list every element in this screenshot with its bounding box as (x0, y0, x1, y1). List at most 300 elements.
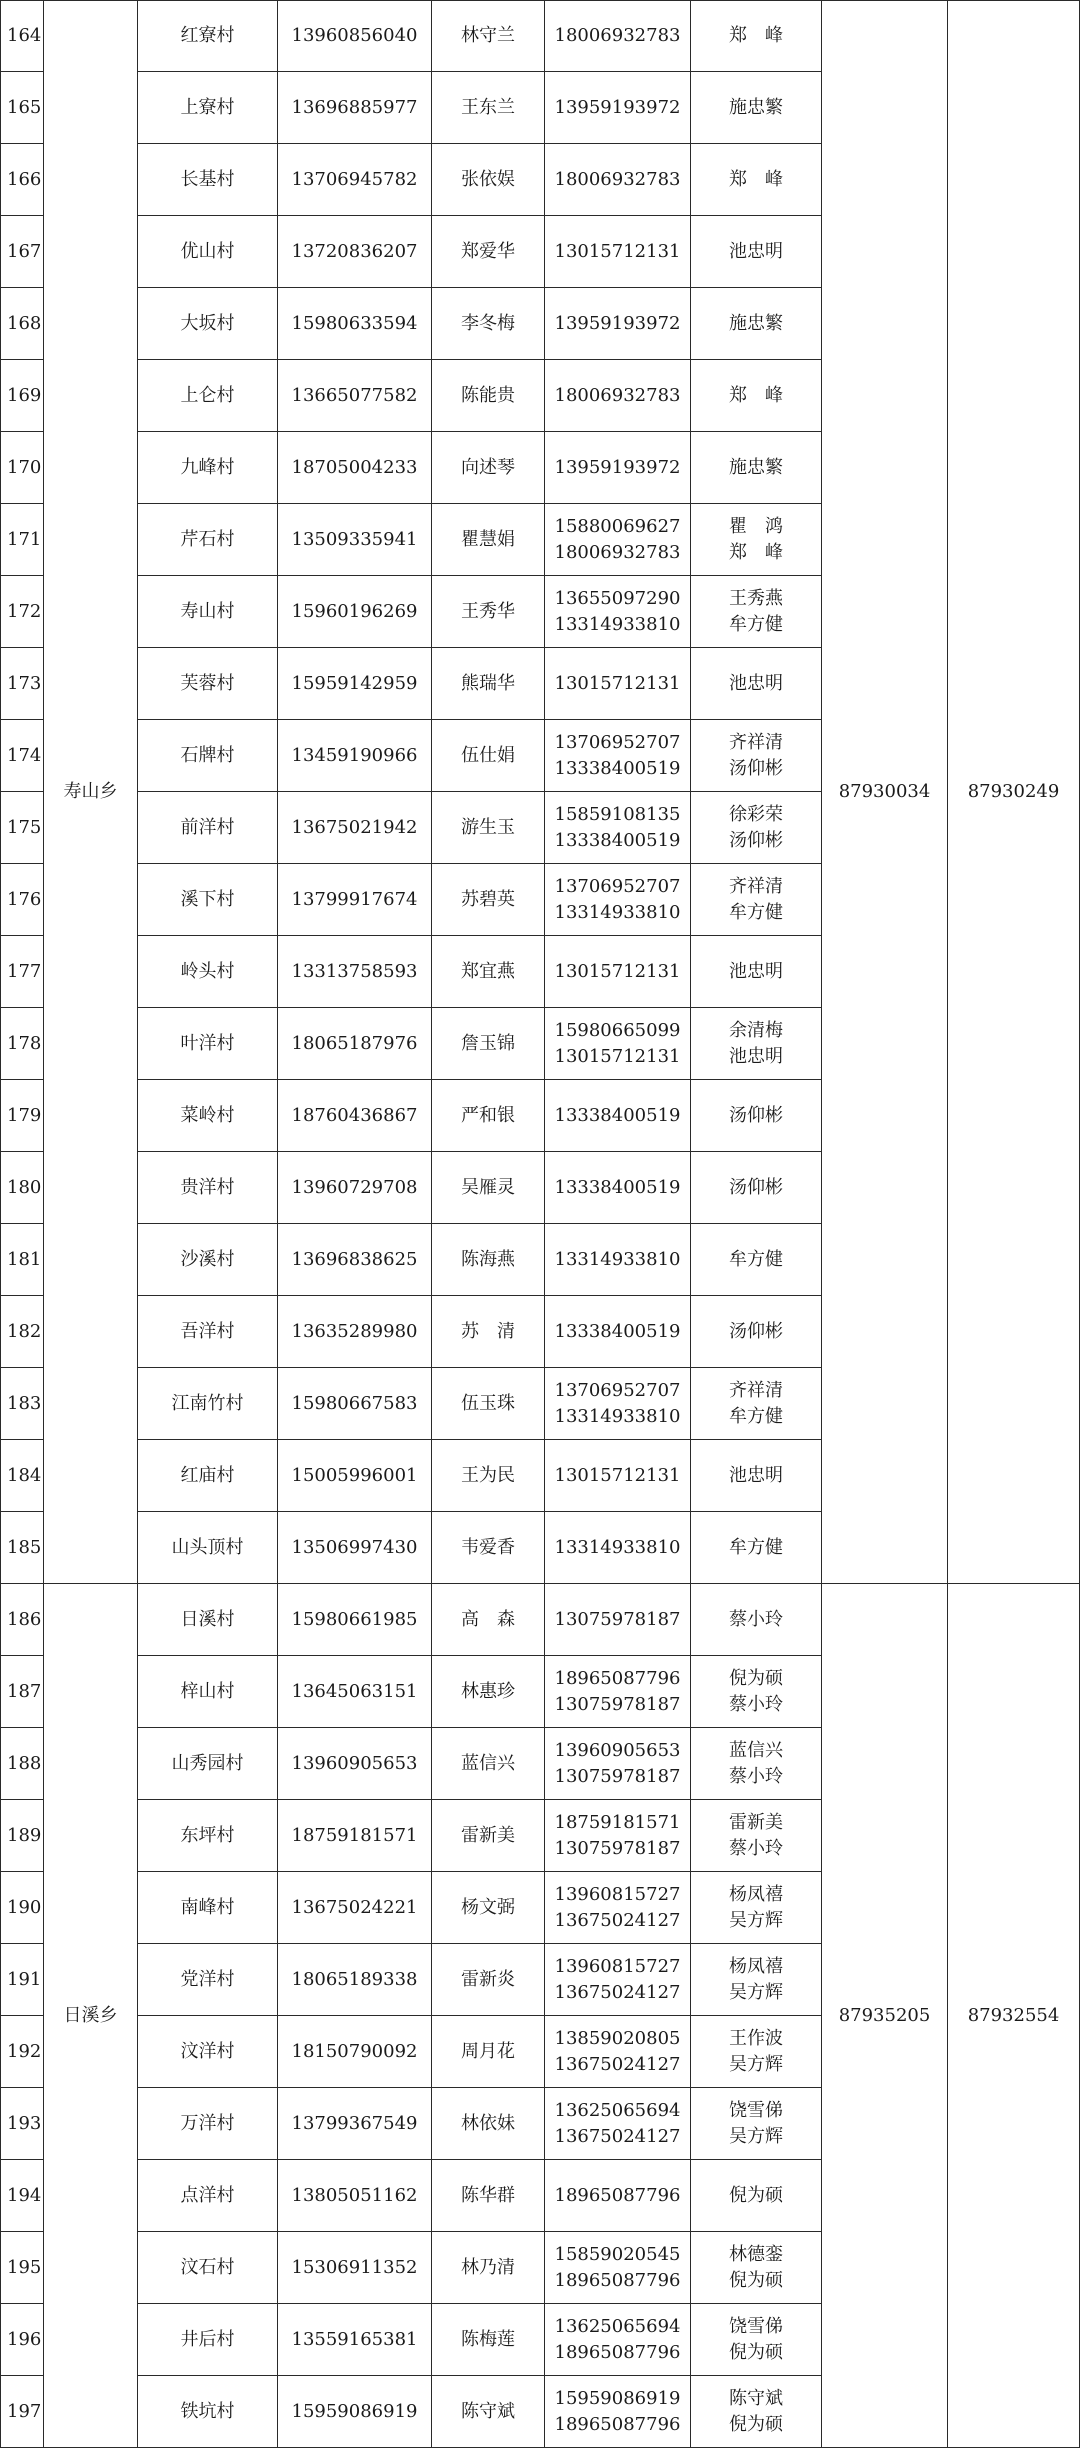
contact-name: 游生玉 (432, 792, 545, 864)
liaison-names (691, 1944, 822, 2016)
village-phone: 13960905653 (278, 1728, 432, 1800)
liaison-phones (545, 864, 691, 936)
village-name: 党洋村 (138, 1944, 278, 2016)
liaison-phone: 15959086919 (554, 2387, 681, 2409)
liaison-name: 倪为硕 (729, 2341, 783, 2363)
village-name: 井后村 (138, 2304, 278, 2376)
contact-name: 陈梅莲 (432, 2304, 545, 2376)
village-name: 山秀园村 (138, 1728, 278, 1800)
village-name: 汶洋村 (138, 2016, 278, 2088)
row-number: 164 (1, 1, 44, 72)
liaison-names (691, 2016, 822, 2088)
liaison-phone: 13314933810 (554, 1405, 681, 1427)
liaison-name: 蔡小玲 (729, 1837, 783, 1859)
liaison-names (691, 2160, 822, 2232)
contact-name: 苏碧英 (432, 864, 545, 936)
liaison-name: 郑 峰 (729, 384, 783, 406)
liaison-phones (545, 792, 691, 864)
liaison-phone: 13706952707 (554, 731, 681, 753)
township-phone-a: 87930034 (822, 1, 948, 1584)
village-name: 铁坑村 (138, 2376, 278, 2448)
village-name: 沙溪村 (138, 1224, 278, 1296)
liaison-phone: 13015712131 (554, 1045, 681, 1067)
contact-name: 严和银 (432, 1080, 545, 1152)
liaison-phones (545, 1080, 691, 1152)
liaison-phones (545, 648, 691, 720)
liaison-names (691, 1008, 822, 1080)
liaison-phone: 18965087796 (554, 1667, 681, 1689)
liaison-name: 余清梅 (729, 1019, 783, 1041)
contact-name: 林守兰 (432, 1, 545, 72)
village-phone: 13720836207 (278, 216, 432, 288)
row-number: 183 (1, 1368, 44, 1440)
contact-name: 向述琴 (432, 432, 545, 504)
liaison-phones (545, 1, 691, 72)
village-name: 上仑村 (138, 360, 278, 432)
row-number: 193 (1, 2088, 44, 2160)
table-row (1, 1, 1080, 72)
village-name: 优山村 (138, 216, 278, 288)
liaison-name: 牟方健 (729, 1248, 783, 1270)
liaison-phones (545, 144, 691, 216)
liaison-names (691, 576, 822, 648)
liaison-name: 池忠明 (729, 960, 783, 982)
row-number: 176 (1, 864, 44, 936)
liaison-names (691, 936, 822, 1008)
village-name: 岭头村 (138, 936, 278, 1008)
contact-name: 陈能贵 (432, 360, 545, 432)
liaison-name: 汤仰彬 (729, 1104, 783, 1126)
village-phone: 13645063151 (278, 1656, 432, 1728)
village-phone: 15959086919 (278, 2376, 432, 2448)
liaison-names (691, 1656, 822, 1728)
liaison-name: 倪为硕 (729, 2413, 783, 2435)
contact-name: 雷新炎 (432, 1944, 545, 2016)
liaison-phone: 15859108135 (554, 803, 681, 825)
row-number: 167 (1, 216, 44, 288)
liaison-name: 汤仰彬 (729, 1176, 783, 1198)
liaison-names (691, 1728, 822, 1800)
liaison-name: 饶雪俤 (729, 2315, 783, 2337)
liaison-phone: 13675024127 (554, 2125, 681, 2147)
liaison-phone: 13960815727 (554, 1955, 681, 1977)
liaison-name: 牟方健 (729, 613, 783, 635)
liaison-name: 林德銮 (729, 2243, 783, 2265)
liaison-names (691, 1080, 822, 1152)
liaison-names (691, 288, 822, 360)
liaison-phones (545, 216, 691, 288)
liaison-names (691, 1440, 822, 1512)
contact-name: 高 森 (432, 1584, 545, 1656)
village-phone: 13799917674 (278, 864, 432, 936)
village-name: 寿山村 (138, 576, 278, 648)
contact-name: 李冬梅 (432, 288, 545, 360)
liaison-name: 雷新美 (729, 1811, 783, 1833)
liaison-phones (545, 1728, 691, 1800)
liaison-name: 施忠繁 (729, 456, 783, 478)
row-number: 186 (1, 1584, 44, 1656)
liaison-name: 吴方辉 (729, 2125, 783, 2147)
village-name: 九峰村 (138, 432, 278, 504)
liaison-phone: 13959193972 (554, 312, 681, 334)
contact-name: 吴雁灵 (432, 1152, 545, 1224)
liaison-name: 吴方辉 (729, 1909, 783, 1931)
liaison-phone: 13959193972 (554, 96, 681, 118)
liaison-phone: 18965087796 (554, 2269, 681, 2291)
contact-name: 雷新美 (432, 1800, 545, 1872)
liaison-phone: 13015712131 (554, 960, 681, 982)
row-number: 196 (1, 2304, 44, 2376)
liaison-name: 饶雪俤 (729, 2099, 783, 2121)
contact-name: 杨文弼 (432, 1872, 545, 1944)
liaison-names (691, 1224, 822, 1296)
liaison-phone: 18006932783 (554, 384, 681, 406)
liaison-phone: 13625065694 (554, 2099, 681, 2121)
liaison-names (691, 1800, 822, 1872)
contact-name: 张依娱 (432, 144, 545, 216)
row-number: 188 (1, 1728, 44, 1800)
liaison-phones (545, 1584, 691, 1656)
village-name: 菜岭村 (138, 1080, 278, 1152)
liaison-phone: 13338400519 (554, 757, 681, 779)
village-name: 石牌村 (138, 720, 278, 792)
village-phone: 13696885977 (278, 72, 432, 144)
row-number: 184 (1, 1440, 44, 1512)
liaison-phones (545, 1440, 691, 1512)
row-number: 172 (1, 576, 44, 648)
liaison-phones (545, 1512, 691, 1584)
contact-name: 林乃清 (432, 2232, 545, 2304)
contact-name: 周月花 (432, 2016, 545, 2088)
row-number: 174 (1, 720, 44, 792)
village-name: 芙蓉村 (138, 648, 278, 720)
contact-name: 陈海燕 (432, 1224, 545, 1296)
liaison-phones (545, 576, 691, 648)
village-phone: 13509335941 (278, 504, 432, 576)
liaison-name: 郑 峰 (729, 168, 783, 190)
row-number: 195 (1, 2232, 44, 2304)
row-number: 165 (1, 72, 44, 144)
row-number: 181 (1, 1224, 44, 1296)
township-phone-b: 87932554 (948, 1584, 1080, 2448)
contact-name: 伍玉珠 (432, 1368, 545, 1440)
row-number: 168 (1, 288, 44, 360)
liaison-name: 蔡小玲 (729, 1693, 783, 1715)
village-phone: 15980661985 (278, 1584, 432, 1656)
village-phone: 13706945782 (278, 144, 432, 216)
village-name: 山头顶村 (138, 1512, 278, 1584)
contact-name: 王秀华 (432, 576, 545, 648)
liaison-names (691, 648, 822, 720)
row-number: 191 (1, 1944, 44, 2016)
liaison-names (691, 1152, 822, 1224)
village-phone: 13960729708 (278, 1152, 432, 1224)
contact-name: 詹玉锦 (432, 1008, 545, 1080)
village-name: 前洋村 (138, 792, 278, 864)
village-phone: 13799367549 (278, 2088, 432, 2160)
liaison-name: 杨凤禧 (729, 1955, 783, 1977)
row-number: 177 (1, 936, 44, 1008)
liaison-phone: 13314933810 (554, 1248, 681, 1270)
liaison-phone: 13314933810 (554, 1536, 681, 1558)
liaison-phone: 13015712131 (554, 672, 681, 694)
liaison-name: 倪为硕 (729, 1667, 783, 1689)
liaison-name: 吴方辉 (729, 1981, 783, 2003)
liaison-names (691, 2304, 822, 2376)
liaison-phone: 13859020805 (554, 2027, 681, 2049)
liaison-names (691, 2376, 822, 2448)
contact-name: 瞿慧娟 (432, 504, 545, 576)
liaison-names (691, 792, 822, 864)
liaison-names (691, 2088, 822, 2160)
liaison-phone: 13960815727 (554, 1883, 681, 1905)
village-name: 溪下村 (138, 864, 278, 936)
liaison-names (691, 2232, 822, 2304)
table-row (1, 1584, 1080, 1656)
village-phone: 13559165381 (278, 2304, 432, 2376)
liaison-phone: 15980665099 (554, 1019, 681, 1041)
row-number: 192 (1, 2016, 44, 2088)
liaison-phone: 15880069627 (554, 515, 681, 537)
liaison-phone: 13960905653 (554, 1739, 681, 1761)
village-name: 上寮村 (138, 72, 278, 144)
liaison-phones (545, 1944, 691, 2016)
liaison-name: 施忠繁 (729, 96, 783, 118)
village-phone: 15960196269 (278, 576, 432, 648)
village-phone: 18150790092 (278, 2016, 432, 2088)
liaison-phone: 13625065694 (554, 2315, 681, 2337)
liaison-phones (545, 936, 691, 1008)
contact-name: 郑爱华 (432, 216, 545, 288)
township-name: 日溪乡 (44, 1584, 138, 2448)
row-number: 170 (1, 432, 44, 504)
contact-name: 林惠珍 (432, 1656, 545, 1728)
liaison-phone: 13655097290 (554, 587, 681, 609)
liaison-name: 施忠繁 (729, 312, 783, 334)
village-phone: 15980667583 (278, 1368, 432, 1440)
village-phone: 18760436867 (278, 1080, 432, 1152)
village-name: 日溪村 (138, 1584, 278, 1656)
liaison-phone: 13338400519 (554, 1176, 681, 1198)
liaison-name: 倪为硕 (729, 2269, 783, 2291)
liaison-names (691, 1368, 822, 1440)
liaison-phone: 13015712131 (554, 1464, 681, 1486)
row-number: 182 (1, 1296, 44, 1368)
village-phone: 13675024221 (278, 1872, 432, 1944)
liaison-name: 王秀燕 (729, 587, 783, 609)
table-body (1, 1, 1080, 2448)
liaison-names (691, 144, 822, 216)
liaison-phones (545, 504, 691, 576)
township-phone-b: 87930249 (948, 1, 1080, 1584)
liaison-name: 牟方健 (729, 1405, 783, 1427)
village-name: 叶洋村 (138, 1008, 278, 1080)
liaison-phone: 18006932783 (554, 25, 681, 46)
liaison-phone: 15859020545 (554, 2243, 681, 2265)
row-number: 180 (1, 1152, 44, 1224)
village-name: 梓山村 (138, 1656, 278, 1728)
liaison-name: 王作波 (729, 2027, 783, 2049)
liaison-phones (545, 1656, 691, 1728)
liaison-phones (545, 432, 691, 504)
liaison-phone: 13706952707 (554, 875, 681, 897)
liaison-phone: 13075978187 (554, 1837, 681, 1859)
contact-name: 熊瑞华 (432, 648, 545, 720)
row-number: 189 (1, 1800, 44, 1872)
contact-name: 王东兰 (432, 72, 545, 144)
village-name: 长基村 (138, 144, 278, 216)
liaison-name: 杨凤禧 (729, 1883, 783, 1905)
liaison-phones (545, 2232, 691, 2304)
liaison-phone: 18965087796 (554, 2341, 681, 2363)
liaison-phones (545, 2304, 691, 2376)
village-phone: 15959142959 (278, 648, 432, 720)
liaison-phones (545, 1368, 691, 1440)
liaison-name: 齐祥清 (729, 875, 783, 897)
liaison-phones (545, 2376, 691, 2448)
village-phone: 18065189338 (278, 1944, 432, 2016)
contact-name: 林依妹 (432, 2088, 545, 2160)
row-number: 194 (1, 2160, 44, 2232)
row-number: 178 (1, 1008, 44, 1080)
liaison-name: 汤仰彬 (729, 1320, 783, 1342)
contact-name: 蓝信兴 (432, 1728, 545, 1800)
township-phone-a: 87935205 (822, 1584, 948, 2448)
row-number: 169 (1, 360, 44, 432)
liaison-name: 池忠明 (729, 1464, 783, 1486)
liaison-phone: 13338400519 (554, 1320, 681, 1342)
village-name: 吾洋村 (138, 1296, 278, 1368)
contact-name: 陈华群 (432, 2160, 545, 2232)
village-phone: 18705004233 (278, 432, 432, 504)
liaison-name: 汤仰彬 (729, 757, 783, 779)
liaison-phone: 13338400519 (554, 829, 681, 851)
liaison-name: 池忠明 (729, 672, 783, 694)
liaison-phones (545, 1800, 691, 1872)
liaison-phone: 18965087796 (554, 2184, 681, 2206)
village-phone: 15980633594 (278, 288, 432, 360)
row-number: 185 (1, 1512, 44, 1584)
liaison-phone: 13314933810 (554, 901, 681, 923)
liaison-name: 汤仰彬 (729, 829, 783, 851)
village-phone: 18759181571 (278, 1800, 432, 1872)
village-name: 南峰村 (138, 1872, 278, 1944)
village-name: 万洋村 (138, 2088, 278, 2160)
liaison-names (691, 720, 822, 792)
village-name: 芹石村 (138, 504, 278, 576)
row-number: 190 (1, 1872, 44, 1944)
village-name: 点洋村 (138, 2160, 278, 2232)
liaison-phone: 18006932783 (554, 541, 681, 563)
liaison-names (691, 1296, 822, 1368)
liaison-name: 齐祥清 (729, 1379, 783, 1401)
village-phone: 13696838625 (278, 1224, 432, 1296)
liaison-name: 牟方健 (729, 901, 783, 923)
liaison-phones (545, 2016, 691, 2088)
liaison-phone: 13075978187 (554, 1765, 681, 1787)
liaison-name: 瞿 鸿 (729, 515, 783, 537)
liaison-names (691, 1512, 822, 1584)
liaison-phones (545, 1152, 691, 1224)
liaison-phones (545, 288, 691, 360)
row-number: 175 (1, 792, 44, 864)
liaison-phone: 18006932783 (554, 168, 681, 190)
village-name: 汶石村 (138, 2232, 278, 2304)
liaison-name: 池忠明 (729, 240, 783, 262)
village-phone: 13805051162 (278, 2160, 432, 2232)
liaison-phones (545, 72, 691, 144)
liaison-phones (545, 360, 691, 432)
liaison-names (691, 864, 822, 936)
liaison-phone: 13706952707 (554, 1379, 681, 1401)
village-name: 江南竹村 (138, 1368, 278, 1440)
contact-name: 王为民 (432, 1440, 545, 1512)
liaison-name: 池忠明 (729, 1045, 783, 1067)
liaison-phones (545, 1008, 691, 1080)
liaison-phones (545, 1872, 691, 1944)
liaison-name: 牟方健 (729, 1536, 783, 1558)
row-number: 173 (1, 648, 44, 720)
contact-name: 苏 清 (432, 1296, 545, 1368)
row-number: 171 (1, 504, 44, 576)
row-number: 166 (1, 144, 44, 216)
liaison-phones (545, 1224, 691, 1296)
liaison-phones (545, 1296, 691, 1368)
liaison-name: 蔡小玲 (729, 1765, 783, 1787)
liaison-phone: 13015712131 (554, 240, 681, 262)
row-number: 187 (1, 1656, 44, 1728)
village-phone: 13960856040 (278, 1, 432, 72)
liaison-names (691, 72, 822, 144)
liaison-name: 徐彩荣 (729, 803, 783, 825)
liaison-phone: 13338400519 (554, 1104, 681, 1126)
liaison-phone: 13314933810 (554, 613, 681, 635)
liaison-phone: 13675024127 (554, 1909, 681, 1931)
liaison-name: 齐祥清 (729, 731, 783, 753)
village-phone: 13675021942 (278, 792, 432, 864)
liaison-name: 吴方辉 (729, 2053, 783, 2075)
village-phone: 18065187976 (278, 1008, 432, 1080)
liaison-name: 蔡小玲 (729, 1608, 783, 1630)
liaison-name: 蓝信兴 (729, 1739, 783, 1761)
row-number: 197 (1, 2376, 44, 2448)
liaison-phone: 13675024127 (554, 2053, 681, 2075)
village-name: 红寮村 (138, 1, 278, 72)
liaison-names (691, 360, 822, 432)
liaison-phone: 18759181571 (554, 1811, 681, 1833)
liaison-phone: 13075978187 (554, 1693, 681, 1715)
village-name: 红庙村 (138, 1440, 278, 1512)
liaison-phones (545, 2088, 691, 2160)
village-phone: 13459190966 (278, 720, 432, 792)
liaison-name: 郑 峰 (729, 25, 783, 46)
village-phone: 13506997430 (278, 1512, 432, 1584)
liaison-name: 倪为硕 (729, 2184, 783, 2206)
liaison-name: 陈守斌 (729, 2387, 783, 2409)
liaison-phone: 13675024127 (554, 1981, 681, 2003)
village-name: 大坂村 (138, 288, 278, 360)
contact-name: 郑宜燕 (432, 936, 545, 1008)
liaison-names (691, 504, 822, 576)
village-phone: 13665077582 (278, 360, 432, 432)
liaison-phones (545, 720, 691, 792)
liaison-phone: 18965087796 (554, 2413, 681, 2435)
liaison-phone: 13959193972 (554, 456, 681, 478)
liaison-names (691, 432, 822, 504)
village-phone: 13313758593 (278, 936, 432, 1008)
village-name: 贵洋村 (138, 1152, 278, 1224)
liaison-names (691, 216, 822, 288)
